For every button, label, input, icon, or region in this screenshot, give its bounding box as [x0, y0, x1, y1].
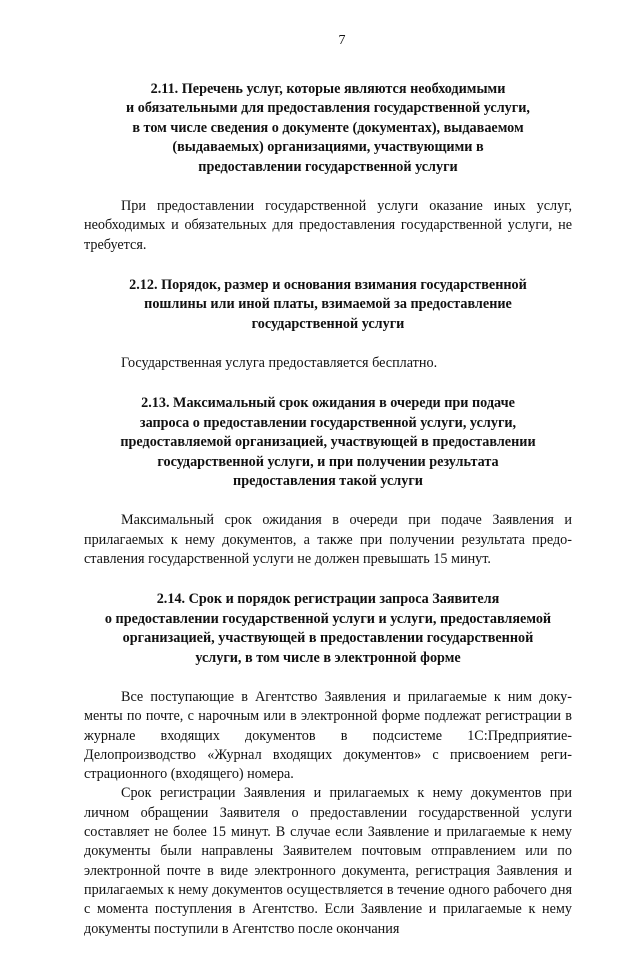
section-2-13: [84, 394, 572, 569]
heading-line: и обязательными для предоставления государственной услуги,: [126, 100, 530, 117]
heading-line: о предоставлении государственной услуги и услуги, предоставляемой: [104, 610, 552, 627]
heading-line: 2.14. Срок и порядок регистрации запроса Заявителя: [156, 591, 500, 608]
heading-line: организацией, участвующей в предоставлении государственной: [122, 630, 534, 647]
section-heading: [84, 80, 572, 177]
body-paragraph: При предоставлении государственной услуги оказание иных услуг, необходимых и обязательных для предоставления государственной услуги, не требуется.: [84, 198, 572, 253]
body-paragraph: Максимальный срок ожидания в очереди при подаче Заявления и прилагаемых к нему документов, а также при получении результата предоставления государственной услуги не должен превышать 15 минут.: [84, 512, 572, 568]
section-2-14: [84, 590, 572, 938]
section-2-11: [84, 80, 572, 255]
section-2-12: [84, 276, 572, 374]
section-heading: [84, 590, 572, 668]
body-paragraph: Все поступающие в Агентство Заявления и прилагаемые к ним документы по почте, с нарочным или в электронной форме подлежат регистрации в журнале входящих документов в подсистеме 1С:Предприятие-Делопроизводство «Журнал входящих документов» с присвоением регистрационного (входящего) номера.: [84, 688, 572, 783]
heading-line: 2.13. Максимальный срок ожидания в очереди при подаче: [141, 395, 515, 412]
body-paragraph: Срок регистрации Заявления и прилагаемых к нему документов при личном обращении Заявителя о предоставлении государственной услуги составляет не более 15 минут. В случае если Заявление и прилагаемые к нему документы были направлены Заявителем почтовым отправлением или по электронной почте в виде электронного документа, регистрация Заявления и прилагаемых к нему документов осуществляется в течение одного рабочего дня с момента поступления в Агентство. Если Заявление и прилагаемые к нему документы поступили в Агентство после окончания: [84, 785, 572, 937]
body-paragraph: Государственная услуга предоставляется бесплатно.: [121, 355, 438, 372]
heading-line: услуги, в том числе в электронной форме: [195, 649, 461, 666]
heading-line: (выдаваемых) организациями, участвующими в: [172, 139, 484, 156]
heading-line: государственной услуги, и при получении результата: [157, 453, 499, 470]
document-page: [84, 32, 572, 960]
heading-line: в том числе сведения о документе (документах), выдаваемом: [132, 119, 524, 136]
heading-line: 2.11. Перечень услуг, которые являются необходимыми: [150, 81, 506, 97]
heading-line: пошлины или иной платы, взимаемой за предоставление: [144, 296, 512, 313]
heading-line: запроса о предоставлении государственной услуги, услуги,: [139, 414, 517, 431]
heading-line: предоставляемой организацией, участвующей в предоставлении: [120, 434, 536, 451]
heading-line: государственной услуги: [251, 315, 405, 332]
heading-line: предоставлении государственной услуги: [198, 158, 458, 175]
section-heading: [84, 276, 572, 334]
section-heading: [84, 394, 572, 491]
heading-line: предоставления такой услуги: [233, 473, 423, 490]
heading-line: 2.12. Порядок, размер и основания взимания государственной: [129, 276, 527, 293]
page-number: 7: [338, 33, 346, 48]
